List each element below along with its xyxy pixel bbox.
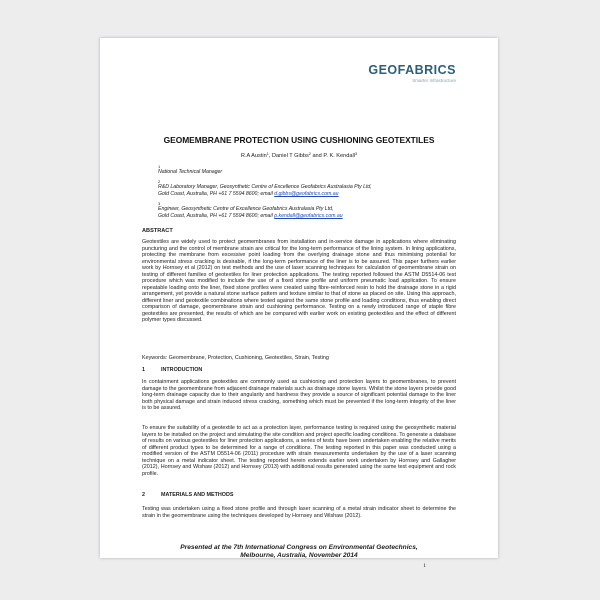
geofabrics-logo — [368, 63, 456, 83]
paper-title: GEOMEMBRANE PROTECTION USING CUSHIONING GEOTEXTILES — [163, 135, 435, 145]
intro-paragraph-2: To ensure the suitability of a geotextile to act as a protection layer, performance testing is required using the geosynthetic material layers to be installed on the project and simulating the site condition and project specific loading conditions. To generate a database of results on various geotextiles for liner protection applications, a series of tests have been undertaken enabling the relative merits of different product types to be determined for a range of conditions. The testing reported in this paper was conducted using a modified version of the ASTM D5514-06 (2011) procedure with strain measurements undertaken by the use of a laser scanning technique on a metal indicator sheet. The testing reported herein extends earlier work undertaken by Hornsey and Gallagher (2012), Hornsey and Wishaw (2012) and Hornsey (2013) with additional results generated using the same test equipment and rock profile. — [142, 425, 456, 477]
affiliations — [158, 164, 458, 223]
author-1: R.A Austin — [240, 153, 267, 159]
affiliation-2: 2 R&D Laboratory Manager, Geosynthetic Centre of Excellence Geofabrics Australasia Pty Ltd, Gold Coast, Australia, PH +61 7 5594 8600; email d.gibbs@geofabrics.com.au — [158, 178, 372, 198]
document-page — [100, 38, 498, 569]
affiliation-1: 1 National Technical Manager — [158, 164, 223, 175]
author-2-mark: 2 — [308, 152, 311, 156]
author-2: , Daniel T Gibbs — [268, 153, 309, 159]
page-number: 1 — [423, 563, 426, 569]
author-3: and P. K. Kendall — [312, 153, 355, 159]
author-1-mark: 1 — [266, 152, 269, 156]
author-3-mark: 3 — [354, 152, 358, 156]
section-heading-materials: 2 MATERIALS AND METHODS — [142, 492, 234, 498]
abstract-body: Geotextiles are widely used to protect geomembranes from installation and in-service damage in applications where eliminating puncturing and the control of membrane strain are critical for the long-term performance of the lining system. In lining applications, protecting the membrane from excessive point loading from the overlying drainage stone and thus minimising potential for environmental stress cracking is desirable, if the long-term performance of the liner is to be assured. This paper furthers earlier work by Hornsey et al (2012) on test methods and the use of laser scanning techniques for calculation of geomembrane strain on testing of different families of geotextiles for liner protection applications. The testing reported followed the ASTM D5514-06 test procedure which was modified to include the use of a fixed stone profile and uniform pneumatic load application. To ensure repeatable loading onto the liner, fixed stone profiles were created using fibre-reinforced resin to hold the drainage stone in a rigid arrangement, yet provide a natural stone surface pattern and texture similar to that of stone as placed on site. Using this approach, different liner and geotextile combinations where tested against the same stone profile and loading conditions, thus enabling direct comparison of damage, geomembrane strain and cushioning performance. Testing on a newly introduced range of staple fibre geotextiles are presented, the results of which are be compared with earlier work on existing geotextiles and the effect of different polymer types discussed. — [142, 239, 456, 323]
methods-paragraph-1: Testing was undertaken using a fixed stone profile and through laser scanning of a metal strain indicator sheet to determine the strain in the geomembrane using the techniques developed by Hornsey and Wishaw (2012). — [142, 506, 456, 519]
keywords: Keywords: Geomembrane, Protection, Cushioning, Geotextiles, Strain, Testing — [142, 355, 329, 361]
author-line — [142, 153, 456, 159]
email-link-kendall[interactable]: p.kendall@geofabrics.com.au — [274, 213, 343, 220]
abstract-heading: ABSTRACT — [142, 228, 173, 234]
logo-wordmark: GEOFABRICS — [368, 63, 456, 77]
intro-paragraph-1: In containment applications geotextiles are commonly used as cushioning and protection layers to geomembranes, to prevent damage to the geomembrane from adjacent drainage materials such as drainage stone layers. Whilst the stone layers provide good long-term drainage capacity due to their angularity and hardness they provide a source of significant potential damage to the liner both physical damage and strain induced stress cracking, something which must be prevented if the long-term integrity of the liner is to be assured. — [142, 379, 456, 411]
email-link-gibbs[interactable]: d.gibbs@geofabrics.com.au — [274, 191, 339, 198]
affiliation-3: 3 Engineer, Geosynthetic Centre of Excellence Geofabrics Australasia Pty Ltd, Gold Coast, Australia, PH +61 7 5594 8600; email p.kendall@geofabrics.com.au — [158, 200, 343, 220]
conference-footer: Presented at the 7th International Congress on Environmental Geotechnics, Melbourne, Australia, November 2014 — [180, 544, 418, 560]
logo-tagline: Smarter Infrastructure — [412, 78, 456, 83]
section-heading-introduction: 1 INTRODUCTION — [142, 367, 203, 373]
